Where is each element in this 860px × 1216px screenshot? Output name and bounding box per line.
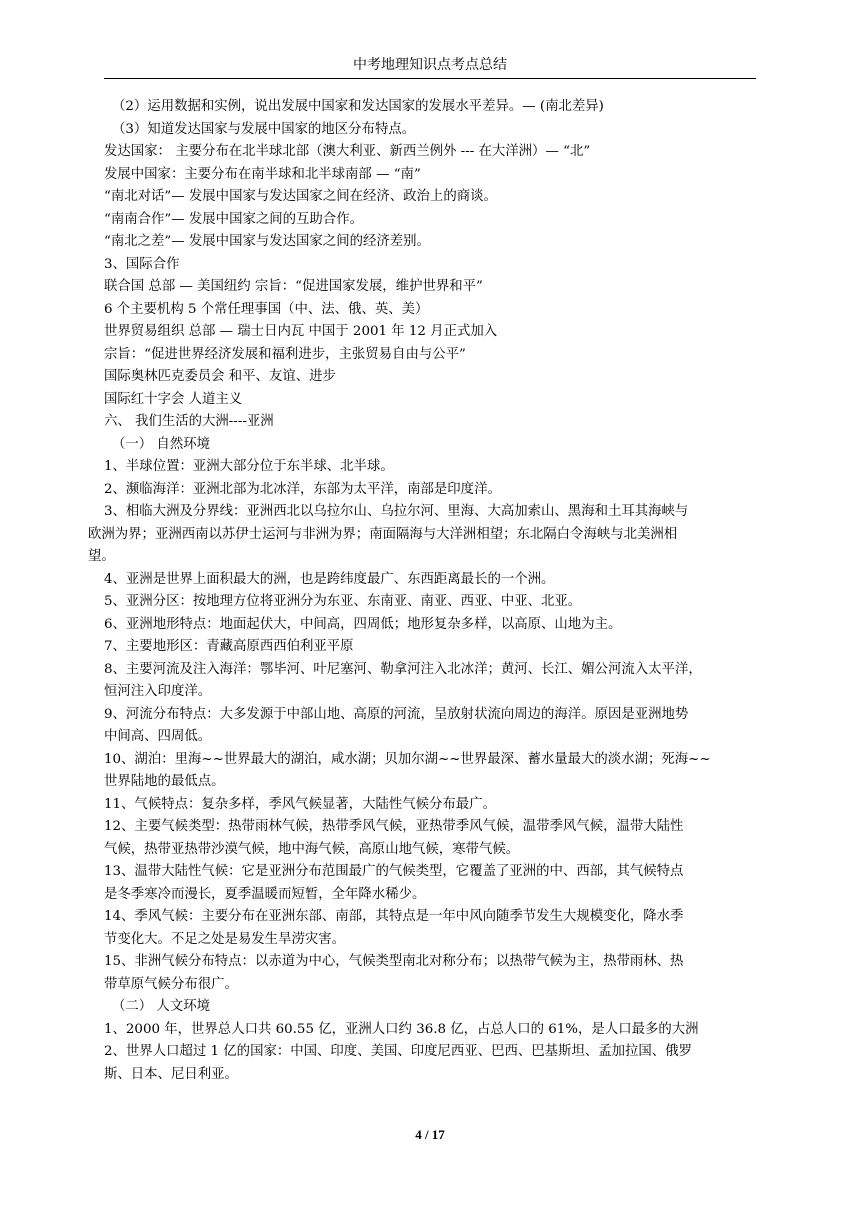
text-line: 5、亚洲分区：按地理方位将亚洲分为东亚、东南亚、南亚、西亚、中亚、北亚。 — [104, 594, 582, 609]
text-line: 气候，热带亚热带沙漠气候，地中海气候，高原山地气候，寒带气候。 — [104, 841, 520, 857]
text-line: 12、主要气候类型：热带雨林气候，热带季风气候，亚热带季风气候，温带季风气候，温带大陆性 — [104, 819, 684, 834]
text-line: 望。 — [88, 549, 115, 564]
text-line: 2、世界人口超过 1 亿的国家：中国、印度、美国、印度尼西亚、巴西、巴基斯坦、孟加拉国、俄罗 — [104, 1044, 692, 1059]
text-line: 6、亚洲地形特点：地面起伏大，中间高，四周低；地形复杂多样，以高原、山地为主。 — [104, 616, 622, 632]
text-line: （一） 自然环境 — [112, 436, 210, 452]
text-line: 14、季风气候：主要分布在亚洲东部、南部，其特点是一年中风向随季节发生大规模变化，降水季 — [104, 909, 684, 924]
text-line: 2、濒临海洋：亚洲北部为北冰洋，东部为太平洋，南部是印度洋。 — [104, 481, 501, 497]
text-line: 4、亚洲是世界上面积最大的洲，也是跨纬度最广、东西距离最长的一个洲。 — [104, 571, 555, 587]
text-line: 六、 我们生活的大洲----亚洲 — [104, 414, 274, 429]
text-line: 是冬季寒冷而漫长，夏季温暖而短暂，全年降水稀少。 — [104, 886, 426, 902]
text-line: 世界陆地的最低点。 — [104, 774, 225, 789]
text-line: “南北对话”— 发展中国家与发达国家之间在经济、政治上的商谈。 — [104, 189, 497, 204]
text-line: 国际红十字会 人道主义 — [104, 391, 243, 407]
text-line: 欧洲为界；亚洲西南以苏伊士运河与非洲为界；南面隔海与大洋洲相望；东北隔白令海峡与北美洲相 — [88, 526, 678, 542]
text-line: 恒河注入印度洋。 — [104, 684, 212, 699]
text-line: 斯、日本、尼日利亚。 — [104, 1066, 238, 1082]
text-line: 9、河流分布特点：大多发源于中部山地、高原的河流，呈放射状流向周边的海洋。原因是亚洲地势 — [104, 706, 689, 722]
text-line: 7、主要地形区：青藏高原西西伯利亚平原 — [104, 639, 354, 654]
header-divider — [104, 78, 756, 79]
text-line: 10、湖泊：里海~~世界最大的湖泊，咸水湖；贝加尔湖~~世界最深、蓄水量最大的淡水湖；死海~~ — [104, 751, 711, 767]
text-line: 宗旨：“促进世界经济发展和福利进步，主张贸易自由与公平” — [104, 346, 466, 362]
text-line: 3、相临大洲及分界线：亚洲西北以乌拉尔山、乌拉尔河、里海、大高加索山、黑海和土耳其海峡与 — [104, 504, 689, 519]
text-line: （2）运用数据和实例，说出发展中国家和发达国家的发展水平差异。— (南北差异) — [112, 99, 604, 114]
text-line: 1、2000 年，世界总人口共 60.55 亿，亚洲人口约 36.8 亿，占总人口的 61%，是人口最多的大洲 — [104, 1021, 699, 1037]
text-line: 国际奥林匹克委员会 和平、友谊、进步 — [104, 369, 336, 384]
text-line: （二） 人文环境 — [112, 999, 210, 1014]
text-line: 8、主要河流及注入海洋：鄂毕河、叶尼塞河、勒拿河注入北冰洋；黄河、长江、媚公河流入太平洋， — [104, 661, 702, 677]
text-line: 世界贸易组织 总部 — 瑞士日内瓦 中国于 2001 年 12 月正式加入 — [104, 324, 498, 339]
text-line: 发展中国家：主要分布在南半球和北半球南部 — “南” — [104, 166, 421, 182]
text-line: 1、半球位置：亚洲大部分位于东半球、北半球。 — [104, 459, 394, 474]
text-line: 节变化大。不足之处是易发生旱涝灾害。 — [104, 931, 346, 947]
text-line: 发达国家： 主要分布在北半球北部（澳大利亚、新西兰例外 --- 在大洋洲）— “北” — [104, 144, 591, 159]
text-line: 带草原气候分布很广。 — [104, 976, 238, 992]
text-line: 3、国际合作 — [104, 256, 180, 272]
text-line: 中间高、四周低。 — [104, 729, 212, 744]
text-line: 11、气候特点：复杂多样，季风气候显著，大陆性气候分布最广。 — [104, 796, 496, 812]
text-line: 6 个主要机构 5 个常任理事国（中、法、俄、英、美） — [104, 301, 429, 317]
text-line: 联合国 总部 — 美国纽约 宗旨：“促进国家发展，维护世界和平” — [104, 279, 483, 294]
document-body — [88, 96, 764, 1086]
text-line: 15、非洲气候分布特点：以赤道为中心，气候类型南北对称分布；以热带气候为主，热带雨林、热 — [104, 954, 684, 969]
text-line: 13、温带大陆性气候：它是亚洲分布范围最广的气候类型，它覆盖了亚洲的中、西部，其气候特点 — [104, 864, 684, 879]
header-title: 中考地理知识点考点总结 — [353, 57, 507, 73]
text-line: “南北之差”— 发展中国家与发达国家之间的经济差别。 — [104, 234, 430, 249]
page-number: 4 / 17 — [415, 1127, 445, 1142]
text-line: “南南合作”— 发展中国家之间的互助合作。 — [104, 211, 363, 227]
text-line: （3）知道发达国家与发展中国家的地区分布特点。 — [112, 121, 416, 137]
